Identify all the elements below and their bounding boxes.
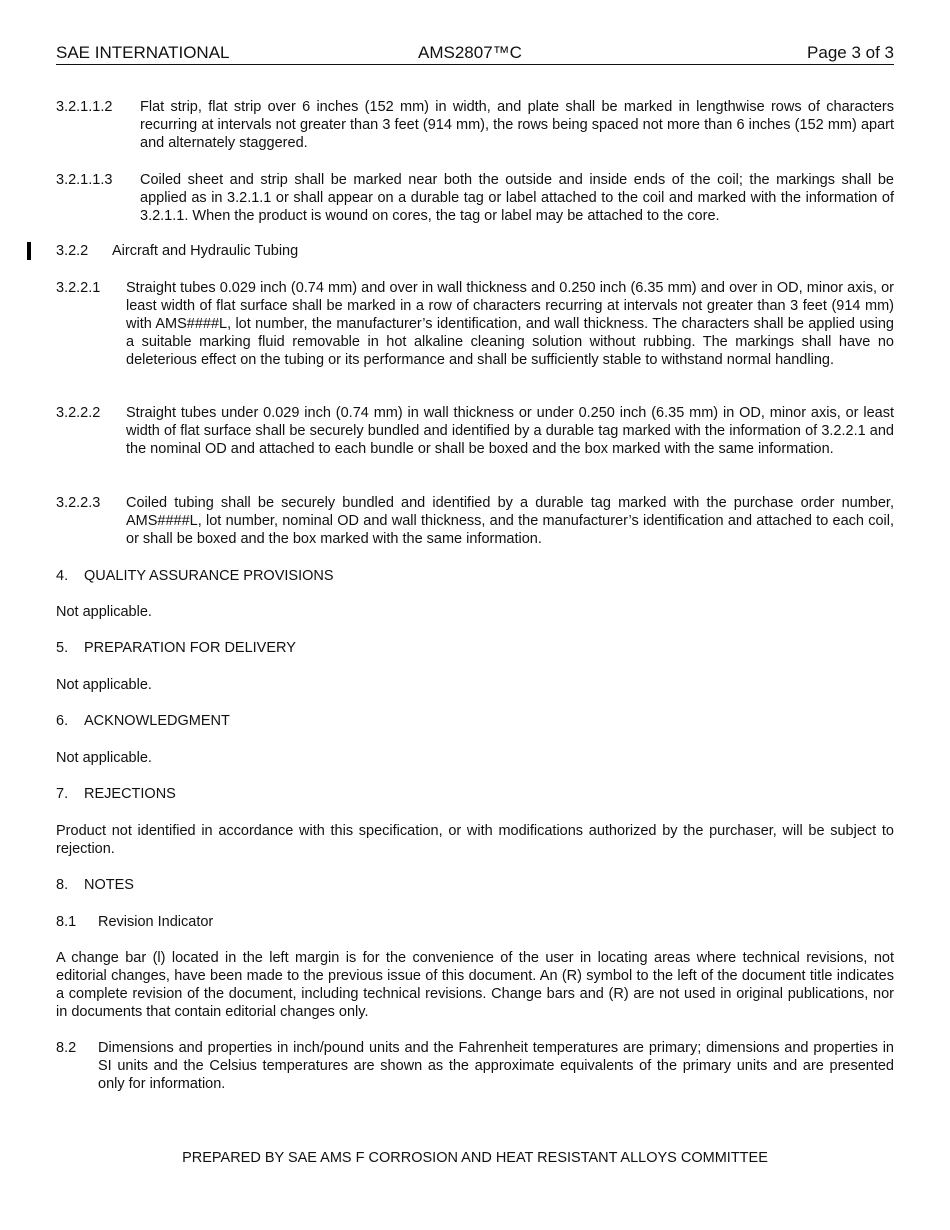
section-5-body — [56, 676, 894, 694]
section-text: Dimensions and properties in inch/pound units and the Fahrenheit temperatures are primary; dimensions and properties in SI units and the Celsius temperatures are shown as the approximate equivalents of the primary units and are presented only for information. — [98, 1040, 894, 1092]
section-3-2-1-1-2 — [56, 98, 894, 152]
section-text: Not applicable. — [56, 750, 152, 766]
section-5-heading — [56, 639, 894, 657]
section-text: Not applicable. — [56, 604, 152, 620]
page-footer: PREPARED BY SAE AMS F CORROSION AND HEAT RESISTANT ALLOYS COMMITTEE — [182, 1150, 768, 1166]
section-text: Product not identified in accordance with this specification, or with modifications authorized by the purchaser, will be subject to rejection. — [56, 823, 894, 857]
section-7-heading — [56, 785, 894, 803]
section-8-1-heading — [56, 913, 894, 931]
section-title: ACKNOWLEDGMENT — [84, 713, 230, 729]
section-title: Aircraft and Hydraulic Tubing — [112, 243, 299, 259]
section-text: Flat strip, flat strip over 6 inches (152 mm) in width, and plate shall be marked in lengthwise rows of characters recurring at intervals not greater than 3 feet (914 mm), the rows being spaced not more than 6 inches (152 mm) apart and alternately staggered. — [140, 99, 894, 151]
section-4-body — [56, 603, 894, 621]
section-8-2 — [56, 1039, 894, 1093]
section-number: 5. — [56, 640, 69, 656]
section-title: Revision Indicator — [98, 914, 214, 930]
section-text: Not applicable. — [56, 677, 152, 693]
header-org: SAE INTERNATIONAL — [56, 43, 230, 62]
section-8-heading — [56, 876, 894, 894]
section-number: 3.2.1.1.3 — [56, 172, 113, 188]
header-page-number: Page 3 of 3 — [807, 43, 894, 62]
section-title: PREPARATION FOR DELIVERY — [84, 640, 296, 656]
section-number: 8.1 — [56, 914, 77, 930]
section-6-heading — [56, 712, 894, 730]
section-title: REJECTIONS — [84, 786, 176, 802]
change-bar — [27, 242, 31, 260]
section-number: 3.2.1.1.2 — [56, 99, 113, 115]
section-3-2-2-2 — [56, 404, 894, 458]
section-3-2-2-heading — [56, 242, 894, 260]
header-doc-id: AMS2807™C — [418, 43, 522, 62]
section-text: Straight tubes 0.029 inch (0.74 mm) and over in wall thickness and 0.250 inch (6.35 mm) and over in OD, minor axis, or least width of flat surface shall be marked in a row of characters recurring at intervals not greater than 3 feet (914 mm) with AMS####L, lot number, the manufacturer’s identification, and wall thickness. The characters shall be applied using a suitable marking fluid removable in hot alkaline cleaning solution without rubbing. The markings shall have no deleterious effect on the tubing or its performance and shall be sufficiently stable to withstand normal handling. — [126, 280, 894, 368]
section-number: 3.2.2 — [56, 243, 89, 259]
section-title: QUALITY ASSURANCE PROVISIONS — [84, 568, 334, 584]
section-text: Coiled tubing shall be securely bundled and identified by a durable tag marked with the purchase order number, AMS####L, lot number, nominal OD and wall thickness, and the manufacturer’s identification and attached to each coil, or shall be boxed and the box marked with the same information. — [126, 495, 894, 547]
section-number: 8. — [56, 877, 69, 893]
section-text: A change bar (l) located in the left margin is for the convenience of the user in locating areas where technical revisions, not editorial changes, have been made to the previous issue of this document. An (R) symbol to the left of the document title indicates a complete revision of the document, including technical revisions. Change bars and (R) are not used in original publications, nor in documents that contain editorial changes only. — [56, 950, 894, 1020]
section-title: NOTES — [84, 877, 134, 893]
section-3-2-2-1 — [56, 279, 894, 369]
section-text: Coiled sheet and strip shall be marked near both the outside and inside ends of the coil; the markings shall be applied as in 3.2.1.1 or shall appear on a durable tag or label attached to the coil and marked with the information of 3.2.1.1. When the product is wound on cores, the tag or label may be attached to the core. — [140, 172, 894, 224]
section-number: 3.2.2.2 — [56, 405, 101, 421]
section-7-body — [56, 822, 894, 858]
section-6-body — [56, 749, 894, 767]
section-3-2-2-3 — [56, 494, 894, 548]
page-header — [56, 42, 894, 65]
section-3-2-1-1-3 — [56, 171, 894, 225]
section-number: 3.2.2.1 — [56, 280, 101, 296]
section-4-heading — [56, 567, 894, 585]
section-8-1-body — [56, 949, 894, 1021]
section-number: 3.2.2.3 — [56, 495, 101, 511]
section-text: Straight tubes under 0.029 inch (0.74 mm) in wall thickness or under 0.250 inch (6.35 mm) in OD, minor axis, or least width of flat surface shall be securely bundled and identified by a durable tag marked with the information of 3.2.2.1 and the nominal OD and attached to each bundle or shall be boxed and the box marked with the same information. — [126, 405, 894, 457]
section-number: 6. — [56, 713, 69, 729]
section-number: 8.2 — [56, 1040, 77, 1056]
section-number: 4. — [56, 568, 69, 584]
section-number: 7. — [56, 786, 69, 802]
